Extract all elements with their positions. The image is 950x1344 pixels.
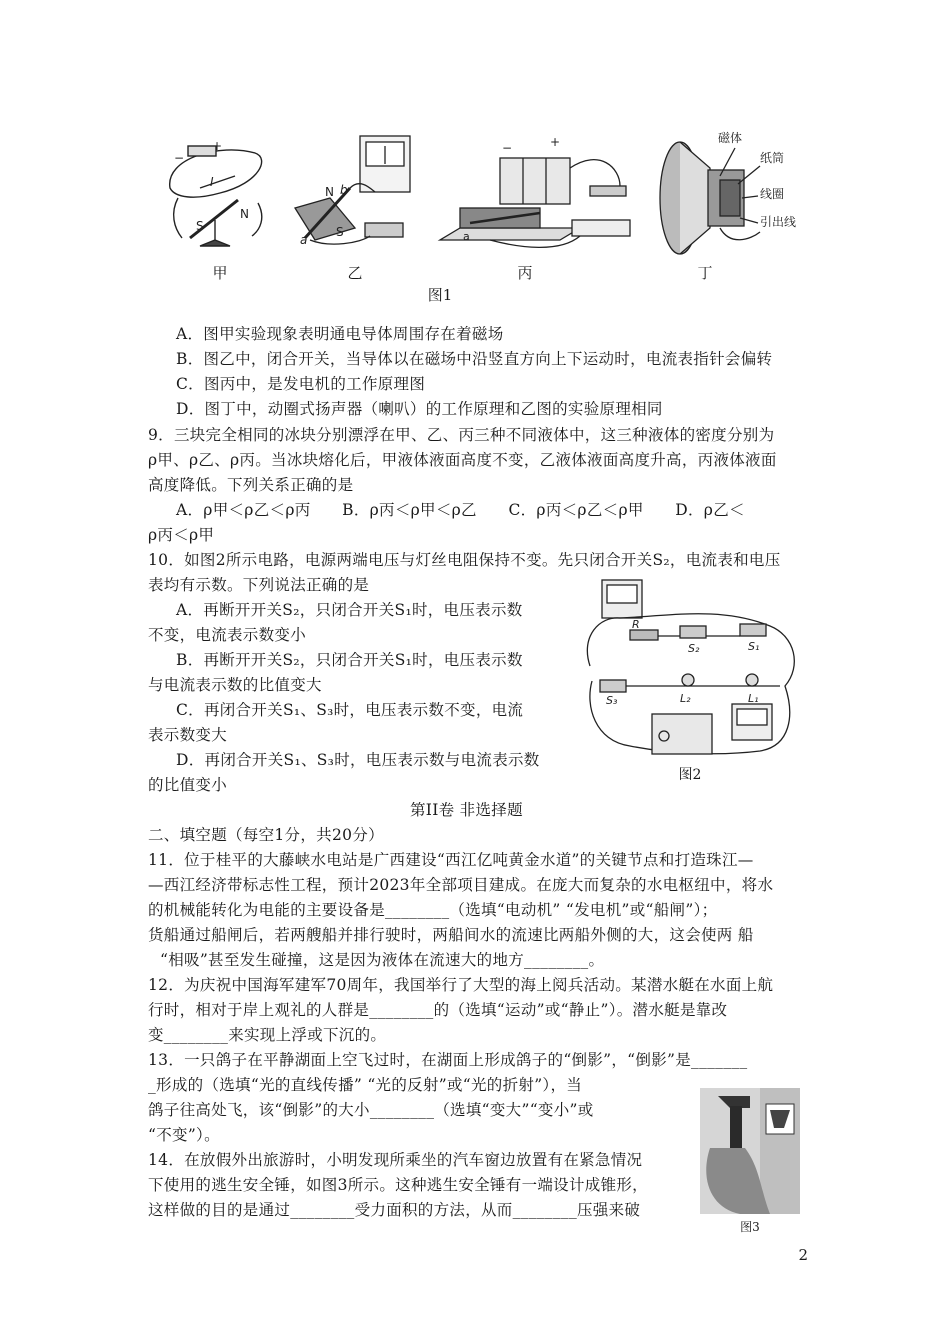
q8-option-c: C．图丙中，是发电机的工作原理图: [176, 375, 426, 393]
q10-line-1: 10．如图2所示电路，电源两端电压与灯丝电阻保持不变。先只闭合开关S₂，电流表和电压: [148, 551, 781, 569]
q9-line-2: ρ甲、ρ乙、ρ丙。当冰块熔化后，甲液体液面高度不变，乙液体液面高度升高，丙液体液面: [148, 451, 777, 469]
q10-line-2: 表均有示数。下列说法正确的是: [148, 576, 370, 594]
q10-option-d: D．再闭合开关S₁、S₃时，电压表示数与电流表示数: [176, 751, 540, 769]
q13-line-1: 13．一只鸽子在平静湖面上空飞过时，在湖面上形成鸽子的“倒影”，“倒影”是_______: [148, 1051, 748, 1069]
fig2-caption: 图2: [678, 767, 702, 783]
svg-text:+: +: [550, 135, 561, 149]
fig2-label-s2: S₂: [688, 642, 700, 655]
fig1-label-bing: 丙: [517, 264, 533, 282]
svg-text:a: a: [300, 233, 308, 247]
fig2-label-l2: L₂: [680, 692, 691, 705]
q10-option-d-cont: 的比值变小: [148, 776, 228, 794]
q14-line-3: 这样做的目的是通过________受力面积的方法，从而________压强来破: [148, 1201, 641, 1219]
q13-line-3: 鸽子往高处飞，该“倒影”的大小________（选填“变大”“变小”或: [148, 1101, 594, 1119]
fig3-caption: 图3: [740, 1220, 760, 1234]
figure-1: [160, 128, 800, 308]
section2-header: 二、填空题（每空1分，共20分）: [148, 826, 384, 844]
q11-line-2: —西江经济带标志性工程，预计2023年全部项目建成。在庞大而复杂的水电枢纽中，将水: [148, 876, 774, 894]
q13-line-4: “不变”）。: [148, 1126, 220, 1144]
fig2-label-s1: S₁: [748, 640, 760, 653]
q12-line-3: 变________来实现上浮或下沉的。: [148, 1026, 387, 1044]
q8-option-a: A．图甲实验现象表明通电导体周围存在着磁场: [176, 325, 504, 343]
svg-text:−: −: [502, 141, 513, 155]
q11-line-1: 11．位于桂平的大藤峡水电站是广西建设“西江亿吨黄金水道”的关键节点和打造珠江—: [148, 851, 754, 869]
q9-options-cont: ρ丙＜ρ甲: [148, 526, 215, 544]
q10-option-b-cont: 与电流表示数的比值变大: [148, 676, 322, 694]
q8-option-b: B．图乙中，闭合开关，当导体以在磁场中沿竖直方向上下运动时，电流表指针会偏转: [176, 350, 773, 368]
svg-text:a: a: [463, 230, 470, 243]
speaker-label-magnet: 磁体: [718, 131, 743, 145]
fig1-yi-drawing: [295, 136, 410, 247]
svg-text:S: S: [336, 225, 344, 239]
fig1-jia-drawing: [170, 139, 262, 246]
fig1-label-ding: 丁: [697, 264, 713, 282]
figure-2: [580, 576, 805, 786]
fig1-label-jia: 甲: [212, 264, 228, 282]
q14-line-2: 下使用的逃生安全锤，如图3所示。这种逃生安全锤有一端设计成锥形，: [148, 1176, 648, 1194]
section-title: 第II卷 非选择题: [410, 801, 523, 819]
svg-text:−: −: [174, 151, 185, 165]
speaker-label-coil: 线圈: [760, 187, 785, 201]
fig2-label-l1: L₁: [748, 692, 759, 705]
q12-line-2: 行时，相对于岸上观礼的人群是________的（选填“运动”或“静止”）。潜水艇是靠改: [148, 1001, 728, 1019]
q11-line-3: 的机械能转化为电能的主要设备是________（选填“电动机” “发电机”或“船闸”）；: [148, 901, 718, 919]
speaker-label-paper-tube: 纸筒: [760, 151, 785, 165]
svg-text:N: N: [240, 207, 249, 221]
q10-option-a-cont: 不变，电流表示数变小: [148, 626, 307, 644]
q9-line-1: 9．三块完全相同的冰块分别漂浮在甲、乙、丙三种不同液体中，这三种液体的密度分别为: [148, 426, 775, 444]
q11-line-5: “相吸”甚至发生碰撞，这是因为液体在流速大的地方________。: [160, 951, 605, 969]
q10-option-b: B．再断开开关S₂，只闭合开关S₁时，电压表示数: [176, 651, 523, 669]
q12-line-1: 12．为庆祝中国海军建军70周年，我国举行了大型的海上阅兵活动。某潜水艇在水面上航: [148, 976, 774, 994]
q11-line-4: 货船通过船闸后，若两艘船并排行驶时，两船间水的流速比两船外侧的大，这会使两 船: [148, 926, 754, 944]
fig1-ding-drawing: [660, 142, 760, 254]
svg-text:S: S: [196, 219, 204, 233]
q10-option-c: C．再闭合开关S₁、S₃时，电压表示数不变，电流: [176, 701, 524, 719]
page-number: 2: [798, 1246, 808, 1264]
q13-line-2: _形成的（选填“光的直线传播” “光的反射”或“光的折射”），当: [148, 1076, 583, 1094]
svg-text:+: +: [212, 139, 223, 153]
svg-text:N: N: [325, 185, 334, 199]
q9-options: A．ρ甲＜ρ乙＜ρ丙 B．ρ丙＜ρ甲＜ρ乙 C．ρ丙＜ρ乙＜ρ甲 D．ρ乙＜: [176, 501, 745, 519]
q8-option-d: D．图丁中，动圈式扬声器（喇叭）的工作原理和乙图的实验原理相同: [176, 400, 663, 418]
svg-text:b: b: [340, 183, 348, 197]
fig2-label-r: R: [632, 618, 640, 631]
fig1-label-yi: 乙: [347, 264, 363, 282]
svg-text:I: I: [210, 175, 214, 189]
q9-line-3: 高度降低。下列关系正确的是: [148, 476, 354, 494]
fig2-label-s3: S₃: [606, 694, 618, 707]
fig1-bing-drawing: [440, 135, 630, 247]
fig1-caption: 图1: [427, 286, 453, 304]
figure-3: [700, 1088, 800, 1238]
speaker-label-lead: 引出线: [760, 215, 797, 229]
q10-option-a: A．再断开开关S₂，只闭合开关S₁时，电压表示数: [176, 601, 523, 619]
figure-3-photo: [700, 1088, 800, 1214]
figure-2-circuit: [580, 576, 805, 766]
q14-line-1: 14．在放假外出旅游时，小明发现所乘坐的汽车窗边放置有在紧急情况: [148, 1151, 643, 1169]
q10-option-c-cont: 表示数变大: [148, 726, 228, 744]
